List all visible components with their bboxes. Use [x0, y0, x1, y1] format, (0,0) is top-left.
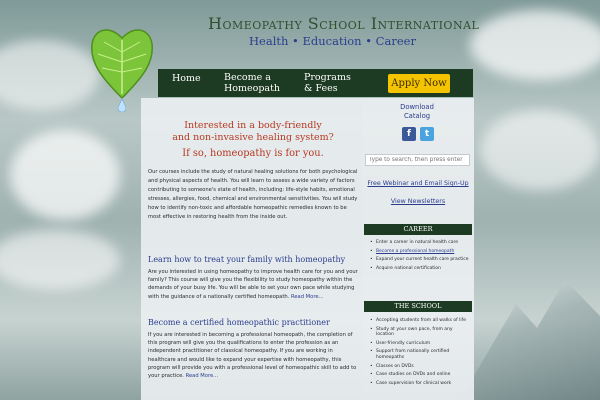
practitioner-section-text — [148, 331, 358, 380]
background-cloud — [0, 230, 120, 290]
background-cloud — [10, 130, 120, 220]
search-input[interactable] — [365, 154, 470, 166]
webinar-signup-link[interactable]: Free Webinar and Email Sign-Up — [367, 180, 469, 187]
school-heading: THE SCHOOL — [364, 301, 472, 312]
site-title: Homeopathy School International — [208, 14, 480, 33]
family-section-body: Are you interested in using homeopathy to improve health care for you and your family? This course will give you the flexibility to study homeopathy within the demands of your busy life. You will be able to set your own pace while studying with the guidance of a nationally certified homeopath. — [148, 269, 358, 300]
career-item[interactable]: • Become a professional homeopath — [370, 249, 470, 255]
site-tagline: Health • Education • Career — [249, 34, 416, 48]
practitioner-section-heading[interactable]: Become a certified homeopathic practitioner — [148, 318, 330, 327]
nav-programs-line1: Programs — [304, 72, 351, 83]
background-mountain — [460, 280, 600, 400]
apply-now-button[interactable]: Apply Now — [388, 74, 450, 93]
school-item: • Accepting students from all walks of life — [370, 318, 470, 324]
practitioner-read-more-link[interactable]: Read More... — [185, 373, 219, 380]
intro-answer: If so, homeopathy is for you. — [182, 148, 324, 159]
school-item: • Case supervision for clinical work — [370, 381, 470, 387]
career-item: • Expand your current health care practice — [370, 257, 470, 263]
nav-become-line1: Become a — [224, 72, 271, 83]
background-cloud — [480, 110, 600, 190]
nav-become-line2: Homeopath — [224, 83, 281, 94]
family-section-text — [148, 268, 358, 301]
school-item: • Case studies on DVDs and online — [370, 372, 470, 378]
background-cloud — [470, 10, 600, 80]
career-list — [370, 240, 470, 274]
water-drop-icon — [118, 98, 126, 112]
school-list — [370, 318, 470, 389]
school-item: • Support from nationally certified homeopaths — [370, 349, 470, 360]
leaf-logo-icon — [90, 24, 154, 100]
school-item: • Classes on DVDs — [370, 364, 470, 370]
facebook-icon[interactable]: f — [402, 127, 416, 141]
career-heading: CAREER — [364, 224, 472, 235]
career-item: • Acquire national certification — [370, 266, 470, 272]
nav-become-homeopath[interactable] — [224, 72, 280, 94]
intro-paragraph: Our courses include the study of natural healing solutions for both psychological and physical aspects of health. You will learn to assess a wide variety of factors contributing to someone's state of health, including: life-style habits, emotional stresses, allergies, food, chemical and environmental sensitivities. You will study how to identify non-toxic and affordable homeopathic remedies known to be most effective in restoring health from the inside out. — [148, 169, 358, 220]
intro-line-1: Interested in a body-friendly — [184, 120, 322, 131]
nav-home[interactable]: Home — [172, 73, 201, 84]
school-item: • Study at your own pace, from any location — [370, 327, 470, 338]
intro-line-2: and non-invasive healing system? — [172, 132, 334, 143]
family-read-more-link[interactable]: Read More... — [290, 293, 324, 300]
nav-programs-fees[interactable] — [304, 72, 351, 94]
download-catalog-link[interactable] — [392, 103, 442, 121]
download-line1: Download — [400, 103, 434, 111]
twitter-icon[interactable]: t — [420, 127, 434, 141]
intro-question — [148, 120, 358, 144]
background-cloud — [0, 40, 100, 110]
nav-programs-line2: & Fees — [304, 83, 338, 94]
family-section-heading[interactable]: Learn how to treat your family with homeopathy — [148, 255, 346, 264]
practitioner-section-body: If you are interested in becoming a professional homeopath, the completion of this program will give you the qualifications to enter the profession as an independent practitioner of classical homeopathy. If you are working in healthcare and would like to expand your expertise with homeopathy, this program will provide you with a professional level of homeopathic skill to add to your practice. — [148, 332, 357, 380]
view-newsletters-link[interactable]: View Newsletters — [390, 198, 446, 205]
career-item: • Enter a career in natural health care — [370, 240, 470, 246]
school-item: • User-friendly curriculum — [370, 341, 470, 347]
download-line2: Catalog — [403, 112, 431, 120]
